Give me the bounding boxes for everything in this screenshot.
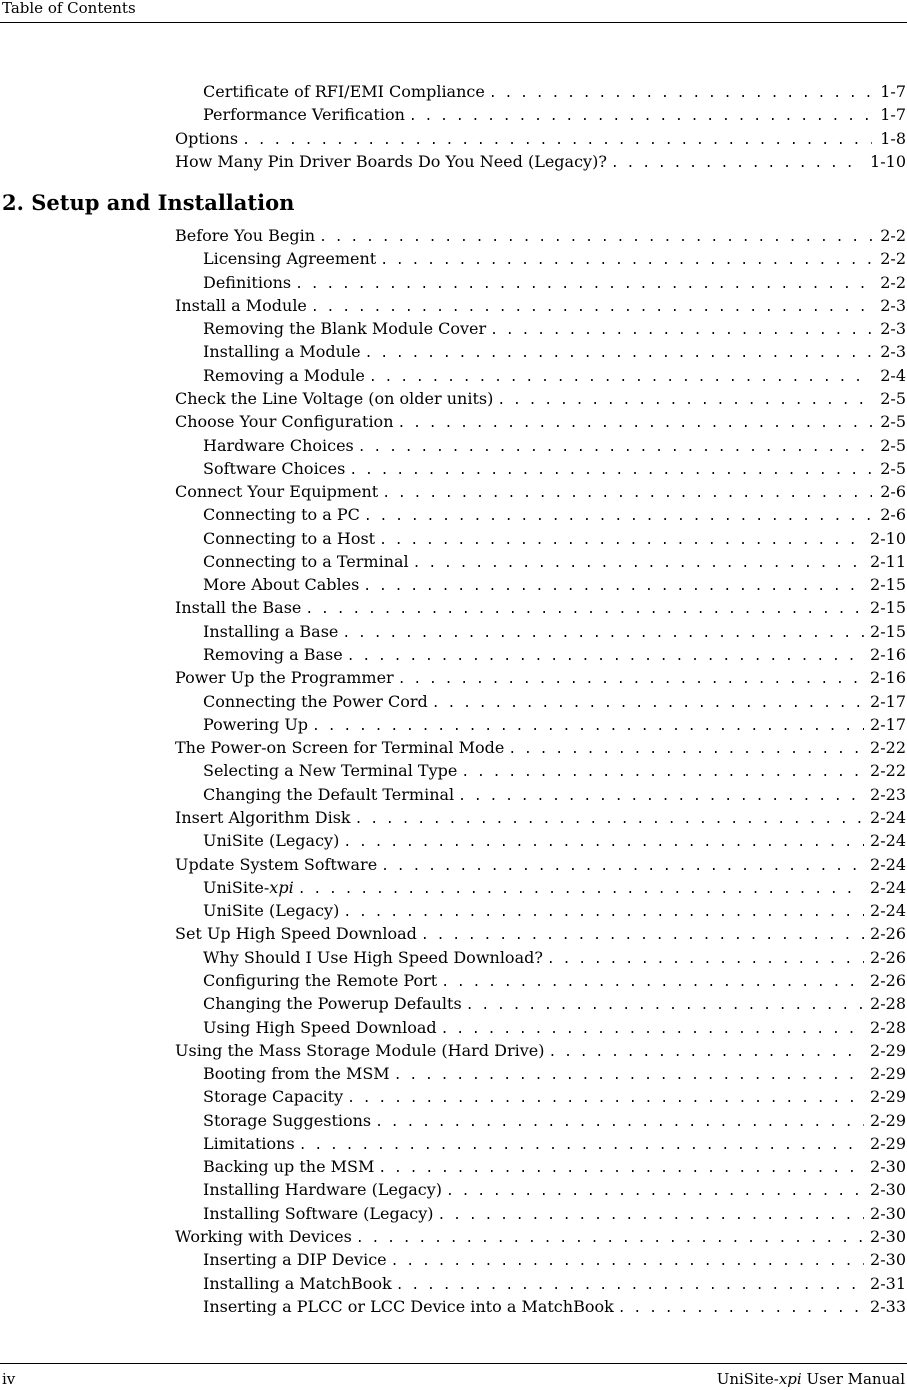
- toc-entry-title: Storage Capacity: [203, 1087, 344, 1107]
- toc-entry-title: Connecting the Power Cord: [203, 691, 428, 711]
- toc-entry[interactable]: [203, 1156, 906, 1178]
- dot-leader: [364, 506, 872, 528]
- toc-entry-page: 2-23: [870, 784, 906, 804]
- toc-entry-title: Changing the Default Terminal: [203, 784, 455, 804]
- toc-entry[interactable]: [203, 248, 906, 270]
- dot-leader: [347, 1088, 864, 1110]
- toc-entry-page: 2-31: [870, 1273, 906, 1293]
- toc-entry[interactable]: [203, 318, 906, 340]
- toc-entry-page: 2-29: [870, 1087, 906, 1107]
- toc-entry[interactable]: [203, 621, 906, 643]
- toc-entry-page: 2-30: [870, 1227, 906, 1247]
- toc-entry-title: Inserting a PLCC or LCC Device into a MatchBook: [203, 1296, 614, 1316]
- dot-leader: [365, 343, 872, 365]
- toc-entry[interactable]: [203, 691, 906, 713]
- toc-entry-page: 2-30: [870, 1250, 906, 1270]
- dot-leader: [356, 1228, 864, 1250]
- toc-entry[interactable]: [175, 411, 906, 433]
- toc-entry[interactable]: [203, 970, 906, 992]
- toc-entry[interactable]: [203, 104, 906, 126]
- toc-entry-page: 1-10: [870, 151, 906, 171]
- dot-leader: [441, 1019, 864, 1041]
- dot-leader: [618, 1298, 864, 1320]
- toc-entry-page: 2-29: [870, 1064, 906, 1084]
- toc-entry-title: Connecting to a Host: [203, 528, 376, 548]
- toc-entry-title: The Power-on Screen for Terminal Mode: [175, 738, 505, 758]
- toc-entry-page: 2-17: [870, 714, 906, 734]
- dot-leader: [490, 320, 872, 342]
- toc-entry[interactable]: [175, 151, 906, 173]
- toc-entry-title: UniSite (Legacy): [203, 901, 340, 921]
- toc-entry[interactable]: [203, 272, 906, 294]
- toc-entry-title: Booting from the MSM: [203, 1064, 390, 1084]
- toc-entry-title: Software Choices: [203, 458, 346, 478]
- toc-entry[interactable]: [203, 993, 906, 1015]
- toc-entry[interactable]: [175, 923, 906, 945]
- toc-entry-title: Backing up the MSM: [203, 1157, 375, 1177]
- toc-entry-page: 2-30: [870, 1180, 906, 1200]
- toc-entry-title: Update System Software: [175, 854, 378, 874]
- dot-leader: [394, 1065, 864, 1087]
- dot-leader: [298, 879, 864, 901]
- toc-entry[interactable]: [203, 760, 906, 782]
- toc-entry-title: Selecting a New Terminal Type: [203, 761, 458, 781]
- toc-entry-page: 2-30: [870, 1157, 906, 1177]
- toc-entry-title: Performance Verification: [203, 105, 405, 125]
- toc-entry[interactable]: [175, 737, 906, 759]
- toc-entry-title: Licensing Agreement: [203, 249, 377, 269]
- dot-leader: [380, 250, 872, 272]
- toc-entry-title: Certificate of RFI/EMI Compliance: [203, 82, 485, 101]
- dot-leader: [378, 1158, 864, 1180]
- toc-entry-page: 2-17: [870, 691, 906, 711]
- toc-entry[interactable]: [175, 1040, 906, 1062]
- dot-leader: [497, 390, 872, 412]
- toc-entry[interactable]: [175, 597, 906, 619]
- toc-entry[interactable]: [203, 528, 906, 550]
- toc-entry-page: 1-7: [880, 82, 906, 101]
- toc-entry-page: 2-22: [870, 761, 906, 781]
- toc-entry-title: UniSite (Legacy): [203, 831, 340, 851]
- toc-entry[interactable]: [203, 1179, 906, 1201]
- dot-leader: [355, 809, 864, 831]
- toc-entry-title: Connecting to a PC: [203, 505, 360, 525]
- toc-entry-page: 2-5: [880, 458, 906, 478]
- dot-leader: [342, 623, 864, 645]
- toc-entry-page: 2-29: [870, 1110, 906, 1130]
- toc-entry[interactable]: [175, 225, 906, 247]
- dot-leader: [446, 1181, 864, 1203]
- toc-entry-title: More About Cables: [203, 575, 360, 595]
- toc-entry-title: Using High Speed Download: [203, 1017, 437, 1037]
- toc-entry-page: 2-2: [880, 249, 906, 269]
- toc-entry[interactable]: [175, 1226, 906, 1248]
- dot-leader: [347, 646, 864, 668]
- dot-leader: [409, 106, 872, 128]
- dot-leader: [438, 1205, 865, 1227]
- page-footer: [0, 1363, 907, 1390]
- toc-entry[interactable]: [203, 574, 906, 596]
- toc-entry-title: Hardware Choices: [203, 435, 354, 455]
- toc-entry-title: Installing Software (Legacy): [203, 1203, 434, 1223]
- toc-entry-page: 2-26: [870, 924, 906, 944]
- dot-leader: [396, 1275, 864, 1297]
- dot-leader: [343, 902, 864, 924]
- toc-entry-page: 2-28: [870, 1017, 906, 1037]
- dot-leader: [349, 460, 872, 482]
- toc-entry[interactable]: [203, 365, 906, 387]
- toc-entry-page: 2-24: [870, 877, 906, 897]
- toc-entry-title: Configuring the Remote Port: [203, 970, 438, 990]
- dot-leader: [242, 130, 872, 152]
- dot-leader: [547, 949, 864, 971]
- toc-entry-title: Install a Module: [175, 295, 307, 315]
- toc-entry-page: 2-30: [870, 1203, 906, 1223]
- dot-leader: [391, 1251, 864, 1273]
- toc-entry[interactable]: [175, 481, 906, 503]
- chapter-title: Setup and Installation: [31, 190, 295, 215]
- toc-entry-page: 2-33: [870, 1296, 906, 1316]
- toc-entry-title: Installing a MatchBook: [203, 1273, 392, 1293]
- toc-entry-page: 2-10: [870, 528, 906, 548]
- running-header: [0, 0, 907, 23]
- dot-leader: [382, 483, 872, 505]
- running-header-title: Table of Contents: [2, 0, 136, 17]
- toc-entry[interactable]: [175, 667, 906, 689]
- chapter-number: 2.: [2, 190, 24, 215]
- toc-entry[interactable]: [203, 1203, 906, 1225]
- toc-entry-page: 2-26: [870, 970, 906, 990]
- dot-leader: [295, 274, 872, 296]
- toc-entry-title: Powering Up: [203, 714, 309, 734]
- toc-entry[interactable]: [203, 1273, 906, 1295]
- toc-entry-page: 2-3: [880, 319, 906, 339]
- dot-leader: [381, 856, 864, 878]
- toc-entry-title: Removing the Blank Module Cover: [203, 319, 487, 339]
- toc-entry-title: Installing Hardware (Legacy): [203, 1180, 442, 1200]
- toc-entry[interactable]: [203, 947, 906, 969]
- toc-entry-page: 2-5: [880, 412, 906, 432]
- toc-entry[interactable]: [203, 1296, 906, 1318]
- chapter-heading: [2, 189, 294, 217]
- toc-entry[interactable]: [203, 1086, 906, 1108]
- dot-leader: [312, 716, 864, 738]
- toc-entry[interactable]: [203, 435, 906, 457]
- toc-entry-page: 2-3: [880, 295, 906, 315]
- toc-entry[interactable]: [203, 1063, 906, 1085]
- toc-entry-page: 2-6: [880, 505, 906, 525]
- toc-entry-page: 2-6: [880, 482, 906, 502]
- toc-entry-page: 2-26: [870, 947, 906, 967]
- toc-entry[interactable]: [203, 714, 906, 736]
- toc-entry-page: 1-8: [880, 128, 906, 148]
- toc-entry[interactable]: [203, 551, 906, 573]
- toc-entry-title: Storage Suggestions: [203, 1110, 372, 1130]
- toc-entry[interactable]: [175, 295, 906, 317]
- toc-entry[interactable]: [203, 644, 906, 666]
- toc-entry-title: Set Up High Speed Download: [175, 924, 417, 944]
- dot-leader: [441, 972, 864, 994]
- toc-entry-page: 2-4: [880, 365, 906, 385]
- dot-leader: [363, 576, 864, 598]
- dot-leader: [413, 553, 864, 575]
- toc-entry-title: Definitions: [203, 272, 292, 292]
- toc-entry[interactable]: [175, 854, 906, 876]
- toc-entry[interactable]: [175, 388, 906, 410]
- dot-leader: [432, 693, 864, 715]
- toc-entry[interactable]: [203, 81, 906, 103]
- toc-entry-title: Power Up the Programmer: [175, 668, 394, 688]
- toc-entry-title: Installing a Base: [203, 621, 339, 641]
- toc-entry-title: Using the Mass Storage Module (Hard Drive): [175, 1040, 545, 1060]
- dot-leader: [421, 925, 864, 947]
- toc-entry-title: Options: [175, 128, 239, 148]
- toc-entry-page: 2-24: [870, 901, 906, 921]
- toc-entry[interactable]: [203, 341, 906, 363]
- toc-entry-title: Removing a Module: [203, 365, 365, 385]
- dot-leader: [548, 1042, 864, 1064]
- toc-entry-title: Limitations: [203, 1133, 295, 1153]
- toc-entry-title: Why Should I Use High Speed Download?: [203, 947, 543, 967]
- toc-entry-title: How Many Pin Driver Boards Do You Need (Legacy)?: [175, 151, 607, 171]
- toc-entry-title: Removing a Base: [203, 645, 343, 665]
- toc-entry-title: Connecting to a Terminal: [203, 551, 409, 571]
- dot-leader: [458, 786, 864, 808]
- dot-leader: [398, 669, 864, 691]
- toc-entry-page: 2-5: [880, 435, 906, 455]
- dot-leader: [611, 153, 864, 175]
- toc-entry-title: Installing a Module: [203, 342, 361, 362]
- toc-entry[interactable]: [203, 1110, 906, 1132]
- toc-entry-page: 2-2: [880, 226, 906, 245]
- dot-leader: [461, 762, 864, 784]
- toc-entry-page: 2-16: [870, 668, 906, 688]
- toc-entry-page: 2-22: [870, 738, 906, 758]
- toc-entry-page: 2-24: [870, 854, 906, 874]
- footer-page-number: iv: [2, 1370, 16, 1388]
- toc-entry[interactable]: [203, 900, 906, 922]
- toc-entry-page: 2-24: [870, 831, 906, 851]
- dot-leader: [508, 739, 864, 761]
- toc-entry-title: Inserting a DIP Device: [203, 1250, 387, 1270]
- dot-leader: [489, 83, 872, 105]
- toc-entry[interactable]: [203, 877, 906, 899]
- toc-entry[interactable]: [175, 807, 906, 829]
- dot-leader: [299, 1135, 864, 1157]
- toc-entry-title: Choose Your Configuration: [175, 412, 394, 432]
- dot-leader: [398, 413, 873, 435]
- footer-manual-title: UniSite-xpi User Manual: [716, 1370, 905, 1388]
- toc-entry[interactable]: [203, 504, 906, 526]
- toc-entry-page: 2-24: [870, 808, 906, 827]
- toc-entry-title: UniSite-xpi: [203, 877, 294, 897]
- toc-entry-title: Insert Algorithm Disk: [175, 808, 351, 827]
- dot-leader: [369, 367, 872, 389]
- toc-entry-page: 2-29: [870, 1133, 906, 1153]
- toc-entry-title: Working with Devices: [175, 1227, 352, 1247]
- toc-entry-page: 2-15: [870, 621, 906, 641]
- dot-leader: [358, 437, 872, 459]
- toc-entry[interactable]: [203, 1133, 906, 1155]
- toc-entry-page: 2-16: [870, 645, 906, 665]
- toc-entry-page: 2-28: [870, 994, 906, 1014]
- toc-entry[interactable]: [203, 1249, 906, 1271]
- toc-entry[interactable]: [203, 458, 906, 480]
- toc-entry[interactable]: [203, 830, 906, 852]
- toc-entry-page: 2-15: [870, 575, 906, 595]
- toc-entry-title: Install the Base: [175, 598, 302, 618]
- toc-entry-page: 2-29: [870, 1040, 906, 1060]
- toc-entry[interactable]: [175, 128, 906, 150]
- dot-leader: [466, 995, 864, 1017]
- dot-leader: [319, 227, 872, 249]
- dot-leader: [375, 1112, 864, 1134]
- toc-entry-page: 2-2: [880, 272, 906, 292]
- toc-entry-page: 2-5: [880, 388, 906, 408]
- toc-entry[interactable]: [203, 784, 906, 806]
- toc-entry-title: Before You Begin: [175, 226, 316, 245]
- toc-entry-page: 2-3: [880, 342, 906, 362]
- toc-entry-title: Changing the Powerup Defaults: [203, 994, 462, 1014]
- toc-entry-title: Check the Line Voltage (on older units): [175, 388, 494, 408]
- dot-leader: [343, 832, 864, 854]
- toc-entry-page: 2-15: [870, 598, 906, 618]
- dot-leader: [305, 599, 864, 621]
- dot-leader: [379, 530, 864, 552]
- toc-entry-title: Connect Your Equipment: [175, 482, 379, 502]
- toc-entry[interactable]: [203, 1017, 906, 1039]
- toc-entry-page: 2-11: [870, 551, 906, 571]
- toc-entry-page: 1-7: [880, 105, 906, 125]
- dot-leader: [311, 297, 872, 319]
